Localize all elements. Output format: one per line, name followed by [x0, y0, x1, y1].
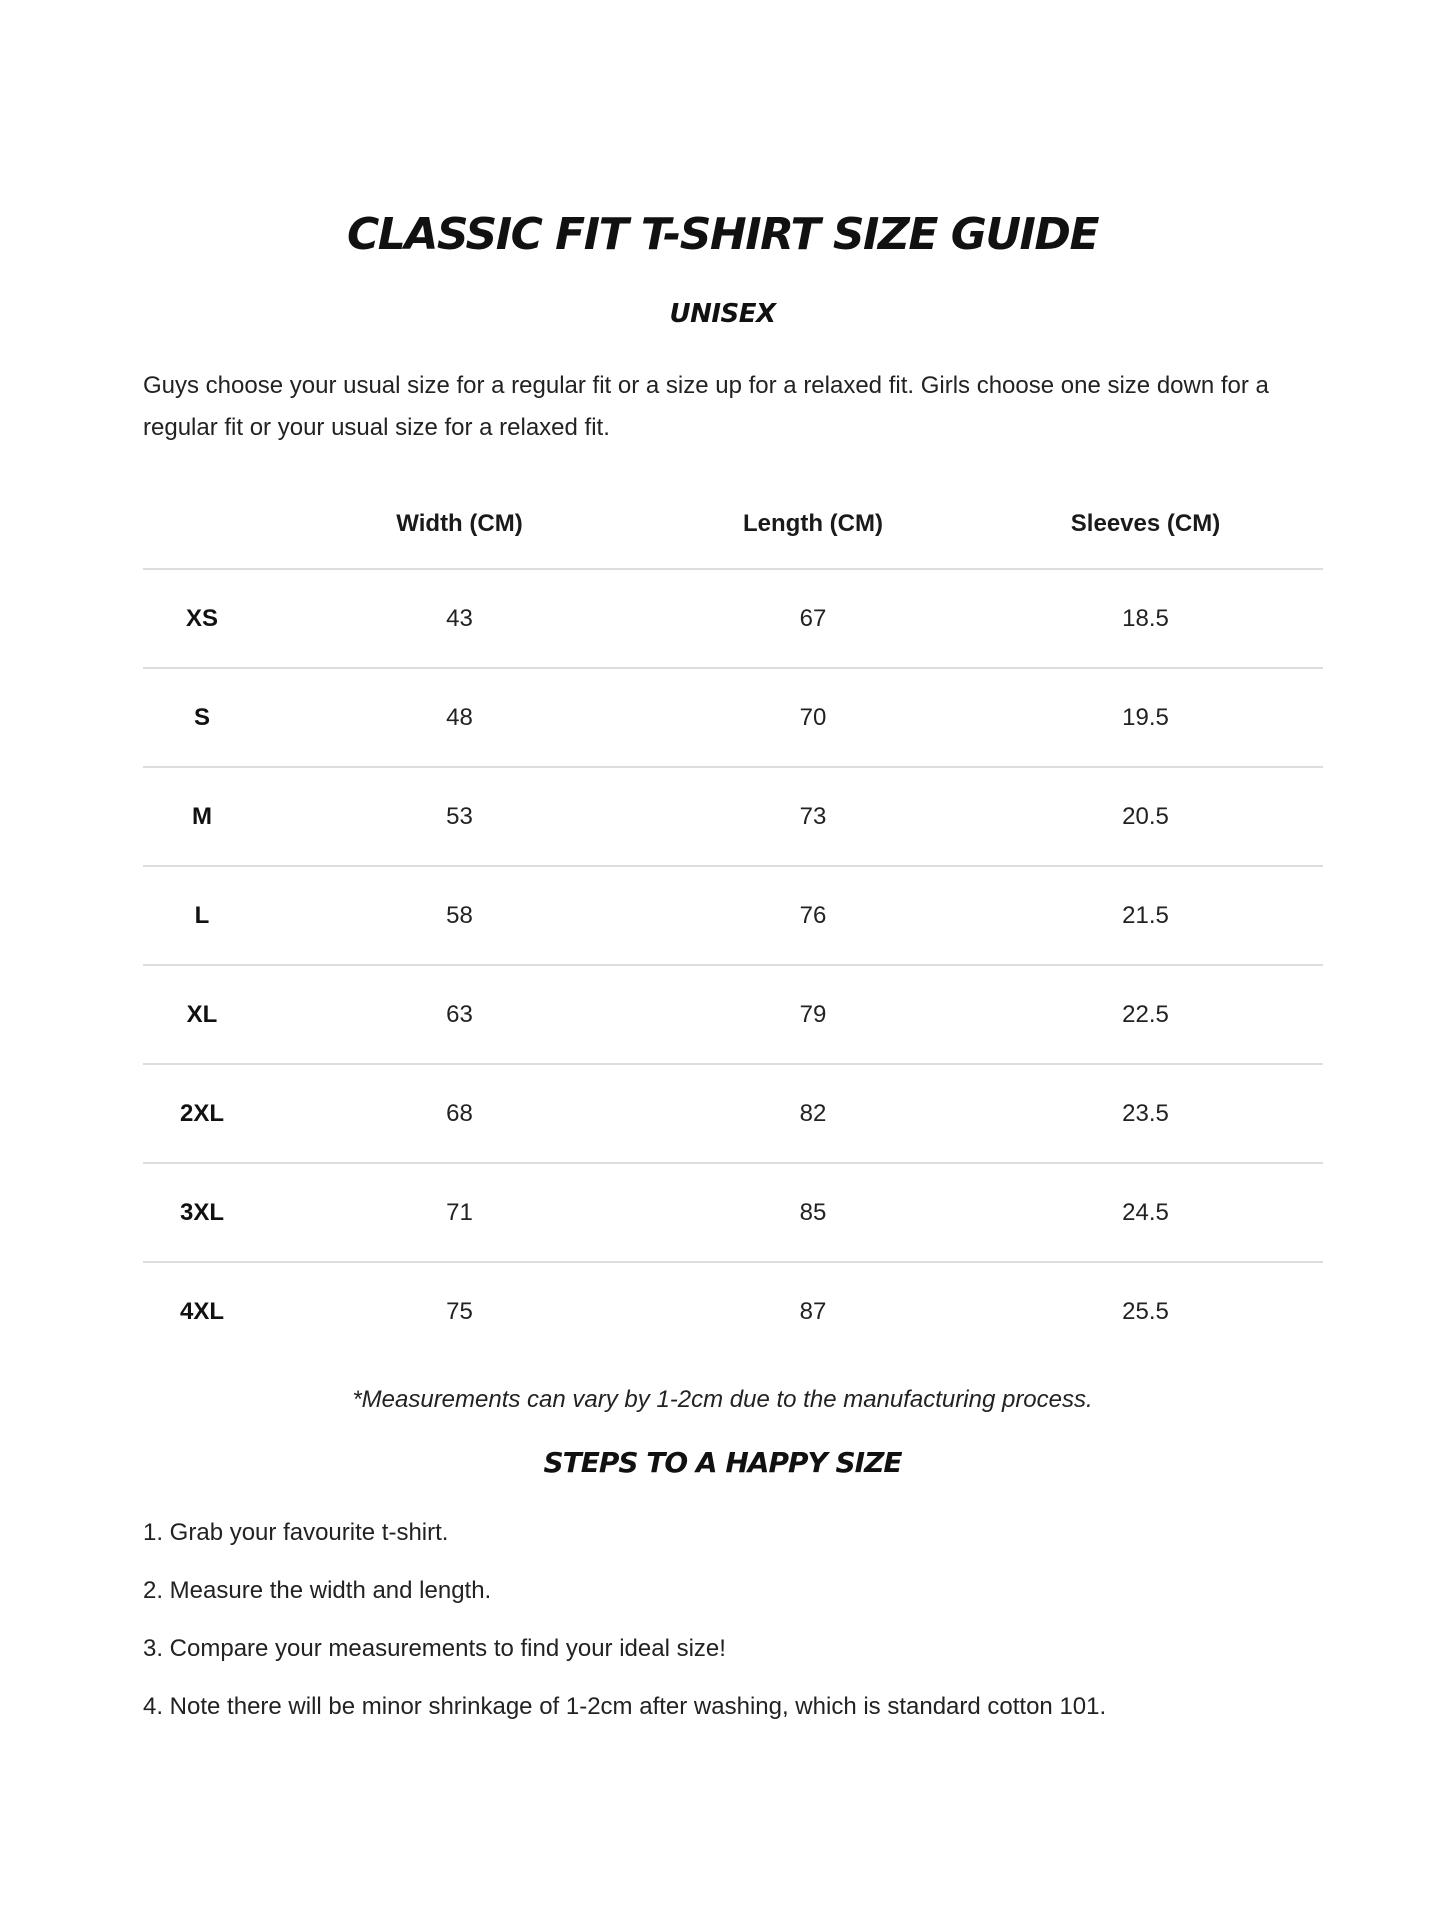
- length-cell: 79: [658, 965, 968, 1064]
- width-cell: 63: [261, 965, 658, 1064]
- table-row: [143, 569, 1323, 668]
- table-row: [143, 767, 1323, 866]
- size-label: L: [143, 866, 261, 965]
- table-row: [143, 1163, 1323, 1262]
- sleeves-cell: 20.5: [968, 767, 1323, 866]
- sleeves-cell: 21.5: [968, 866, 1323, 965]
- table-row: [143, 668, 1323, 767]
- width-cell: 75: [446, 1297, 473, 1325]
- page-title: CLASSIC FIT T-SHIRT SIZE GUIDE: [347, 209, 1098, 260]
- length-cell: 70: [658, 668, 968, 767]
- table-header-row: [143, 480, 1323, 569]
- header-width: Width (CM): [261, 480, 658, 569]
- width-cell: 58: [261, 866, 658, 965]
- sleeves-cell: 19.5: [968, 668, 1323, 767]
- fit-advice-paragraph: Guys choose your usual size for a regular fit or a size up for a relaxed fit. Girls choose one size down for a regular fit or your usual size for a relaxed fit.: [143, 372, 1269, 441]
- header-size: [143, 480, 261, 569]
- steps-list: [143, 1515, 1323, 1747]
- sleeves-cell: 23.5: [968, 1064, 1323, 1163]
- size-label: M: [143, 767, 261, 866]
- sleeves-cell: 18.5: [968, 569, 1323, 668]
- sleeves-cell: 25.5: [1122, 1297, 1169, 1325]
- length-cell: 87: [799, 1297, 827, 1325]
- size-label: S: [143, 668, 261, 767]
- width-cell: 53: [261, 767, 658, 866]
- length-cell: 67: [658, 569, 968, 668]
- list-item: 2. Measure the width and length.: [143, 1577, 492, 1604]
- length-cell: 82: [658, 1064, 968, 1163]
- header-sleeves: Sleeves (CM): [968, 480, 1323, 569]
- size-label: XS: [143, 569, 261, 668]
- size-label: 2XL: [143, 1064, 261, 1163]
- size-label: 4XL: [179, 1297, 224, 1325]
- header-length: Length (CM): [658, 480, 968, 569]
- measurement-note: *Measurements can vary by 1-2cm due to the manufacturing process.: [352, 1386, 1093, 1413]
- table-row: [143, 965, 1323, 1064]
- list-item: 4. Note there will be minor shrinkage of 1-2cm after washing, which is standard cotton 101.: [143, 1693, 1107, 1720]
- steps-heading: STEPS TO A HAPPY SIZE: [543, 1446, 902, 1479]
- length-cell: 85: [658, 1163, 968, 1262]
- size-label: XL: [143, 965, 261, 1064]
- sleeves-cell: 24.5: [968, 1163, 1323, 1262]
- size-table: [143, 480, 1323, 1360]
- table-row: [143, 1064, 1323, 1163]
- table-row: [143, 1262, 1323, 1360]
- sleeves-cell: 22.5: [968, 965, 1323, 1064]
- width-cell: 43: [261, 569, 658, 668]
- width-cell: 68: [261, 1064, 658, 1163]
- width-cell: 48: [261, 668, 658, 767]
- list-item: 1. Grab your favourite t-shirt.: [143, 1519, 449, 1546]
- size-label: 3XL: [143, 1163, 261, 1262]
- length-cell: 76: [658, 866, 968, 965]
- table-row: [143, 866, 1323, 965]
- length-cell: 73: [658, 767, 968, 866]
- list-item: 3. Compare your measurements to find your ideal size!: [143, 1635, 726, 1662]
- page-subtitle: UNISEX: [669, 299, 776, 329]
- width-cell: 71: [261, 1163, 658, 1262]
